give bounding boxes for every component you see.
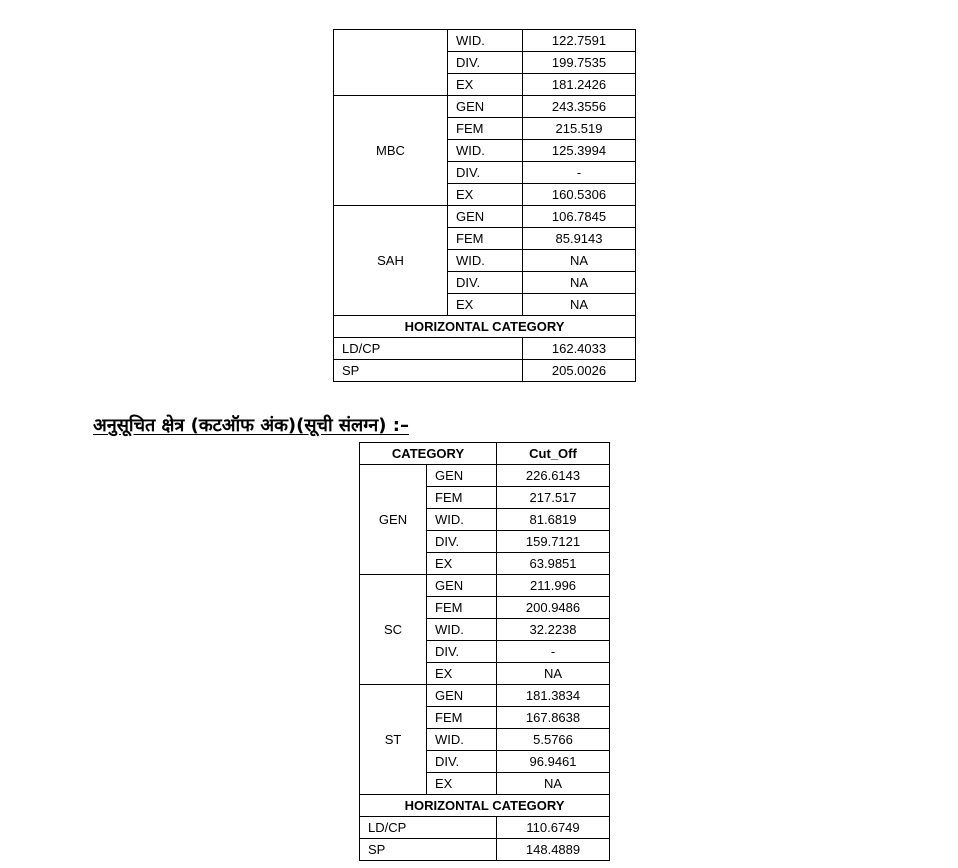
subcategory-cell: WID. — [448, 250, 523, 272]
subcategory-cell: WID. — [448, 30, 523, 52]
category-cell: MBC — [334, 96, 448, 206]
table-row — [360, 795, 610, 817]
subcategory-cell: DIV. — [448, 272, 523, 294]
cutoff-value: 211.996 — [497, 575, 610, 597]
category-cell: ST — [360, 685, 427, 795]
category-header: CATEGORY — [360, 443, 497, 465]
subcategory-cell: DIV. — [427, 531, 497, 553]
subcategory-cell: DIV. — [448, 162, 523, 184]
horizontal-label: SP — [334, 360, 523, 382]
cutoff-value: 122.7591 — [523, 30, 636, 52]
horizontal-label: LD/CP — [334, 338, 523, 360]
subcategory-cell: EX — [427, 663, 497, 685]
subcategory-cell: FEM — [427, 487, 497, 509]
table-row — [334, 338, 636, 360]
cutoff-value: 181.3834 — [497, 685, 610, 707]
cutoff-value: - — [497, 641, 610, 663]
cutoff-value: 200.9486 — [497, 597, 610, 619]
subcategory-cell: FEM — [448, 228, 523, 250]
cutoff-value: 217.517 — [497, 487, 610, 509]
table-row — [334, 316, 636, 338]
horizontal-label: SP — [360, 839, 497, 861]
cutoff-value: 159.7121 — [497, 531, 610, 553]
category-cell — [334, 30, 448, 96]
subcategory-cell: EX — [427, 773, 497, 795]
subcategory-cell: GEN — [427, 685, 497, 707]
cutoff-value: - — [523, 162, 636, 184]
cutoff-value: NA — [523, 250, 636, 272]
subcategory-cell: WID. — [448, 140, 523, 162]
cutoff-value: 181.2426 — [523, 74, 636, 96]
subcategory-cell: EX — [448, 294, 523, 316]
category-cell: SC — [360, 575, 427, 685]
cutoff-value: 81.6819 — [497, 509, 610, 531]
cutoff-value: 125.3994 — [523, 140, 636, 162]
cutoff-value: 160.5306 — [523, 184, 636, 206]
cutoff-value: 199.7535 — [523, 52, 636, 74]
table-row — [334, 206, 636, 228]
table-row — [360, 465, 610, 487]
subcategory-cell: GEN — [448, 206, 523, 228]
subcategory-cell: FEM — [427, 707, 497, 729]
cutoff-value: 162.4033 — [523, 338, 636, 360]
table-row — [360, 575, 610, 597]
cutoff-value: NA — [497, 663, 610, 685]
table-row — [360, 685, 610, 707]
cutoff-value: 5.5766 — [497, 729, 610, 751]
subcategory-cell: GEN — [427, 575, 497, 597]
table-row — [334, 30, 636, 52]
category-cell: GEN — [360, 465, 427, 575]
cutoff-value: 110.6749 — [497, 817, 610, 839]
cutoff-value: NA — [523, 272, 636, 294]
cutoff-value: 85.9143 — [523, 228, 636, 250]
table-row — [334, 96, 636, 118]
table-header-row — [360, 443, 610, 465]
horizontal-category-header: HORIZONTAL CATEGORY — [360, 795, 610, 817]
subcategory-cell: WID. — [427, 509, 497, 531]
cutoff-value: 32.2238 — [497, 619, 610, 641]
table-row — [360, 839, 610, 861]
cutoff-value: 215.519 — [523, 118, 636, 140]
subcategory-cell: EX — [427, 553, 497, 575]
section-heading: अनुसूचित क्षेत्र (कटऑफ अंक)(सूची संलग्न) :– — [93, 415, 409, 436]
cutoff-value: 106.7845 — [523, 206, 636, 228]
table-row — [334, 360, 636, 382]
subcategory-cell: EX — [448, 74, 523, 96]
subcategory-cell: DIV. — [427, 751, 497, 773]
cutoff-table-continued — [333, 29, 636, 382]
subcategory-cell: GEN — [448, 96, 523, 118]
table-row — [360, 817, 610, 839]
cutoff-value: 148.4889 — [497, 839, 610, 861]
horizontal-category-header: HORIZONTAL CATEGORY — [334, 316, 636, 338]
cutoff-value: 167.8638 — [497, 707, 610, 729]
horizontal-label: LD/CP — [360, 817, 497, 839]
category-cell: SAH — [334, 206, 448, 316]
cutoff-value: NA — [523, 294, 636, 316]
cutoff-value: 226.6143 — [497, 465, 610, 487]
subcategory-cell: WID. — [427, 729, 497, 751]
scheduled-area-cutoff-table — [359, 442, 610, 861]
cutoff-header: Cut_Off — [497, 443, 610, 465]
subcategory-cell: DIV. — [448, 52, 523, 74]
subcategory-cell: WID. — [427, 619, 497, 641]
cutoff-value: NA — [497, 773, 610, 795]
subcategory-cell: DIV. — [427, 641, 497, 663]
subcategory-cell: FEM — [427, 597, 497, 619]
subcategory-cell: GEN — [427, 465, 497, 487]
cutoff-value: 96.9461 — [497, 751, 610, 773]
cutoff-value: 205.0026 — [523, 360, 636, 382]
subcategory-cell: EX — [448, 184, 523, 206]
cutoff-value: 243.3556 — [523, 96, 636, 118]
subcategory-cell: FEM — [448, 118, 523, 140]
cutoff-value: 63.9851 — [497, 553, 610, 575]
